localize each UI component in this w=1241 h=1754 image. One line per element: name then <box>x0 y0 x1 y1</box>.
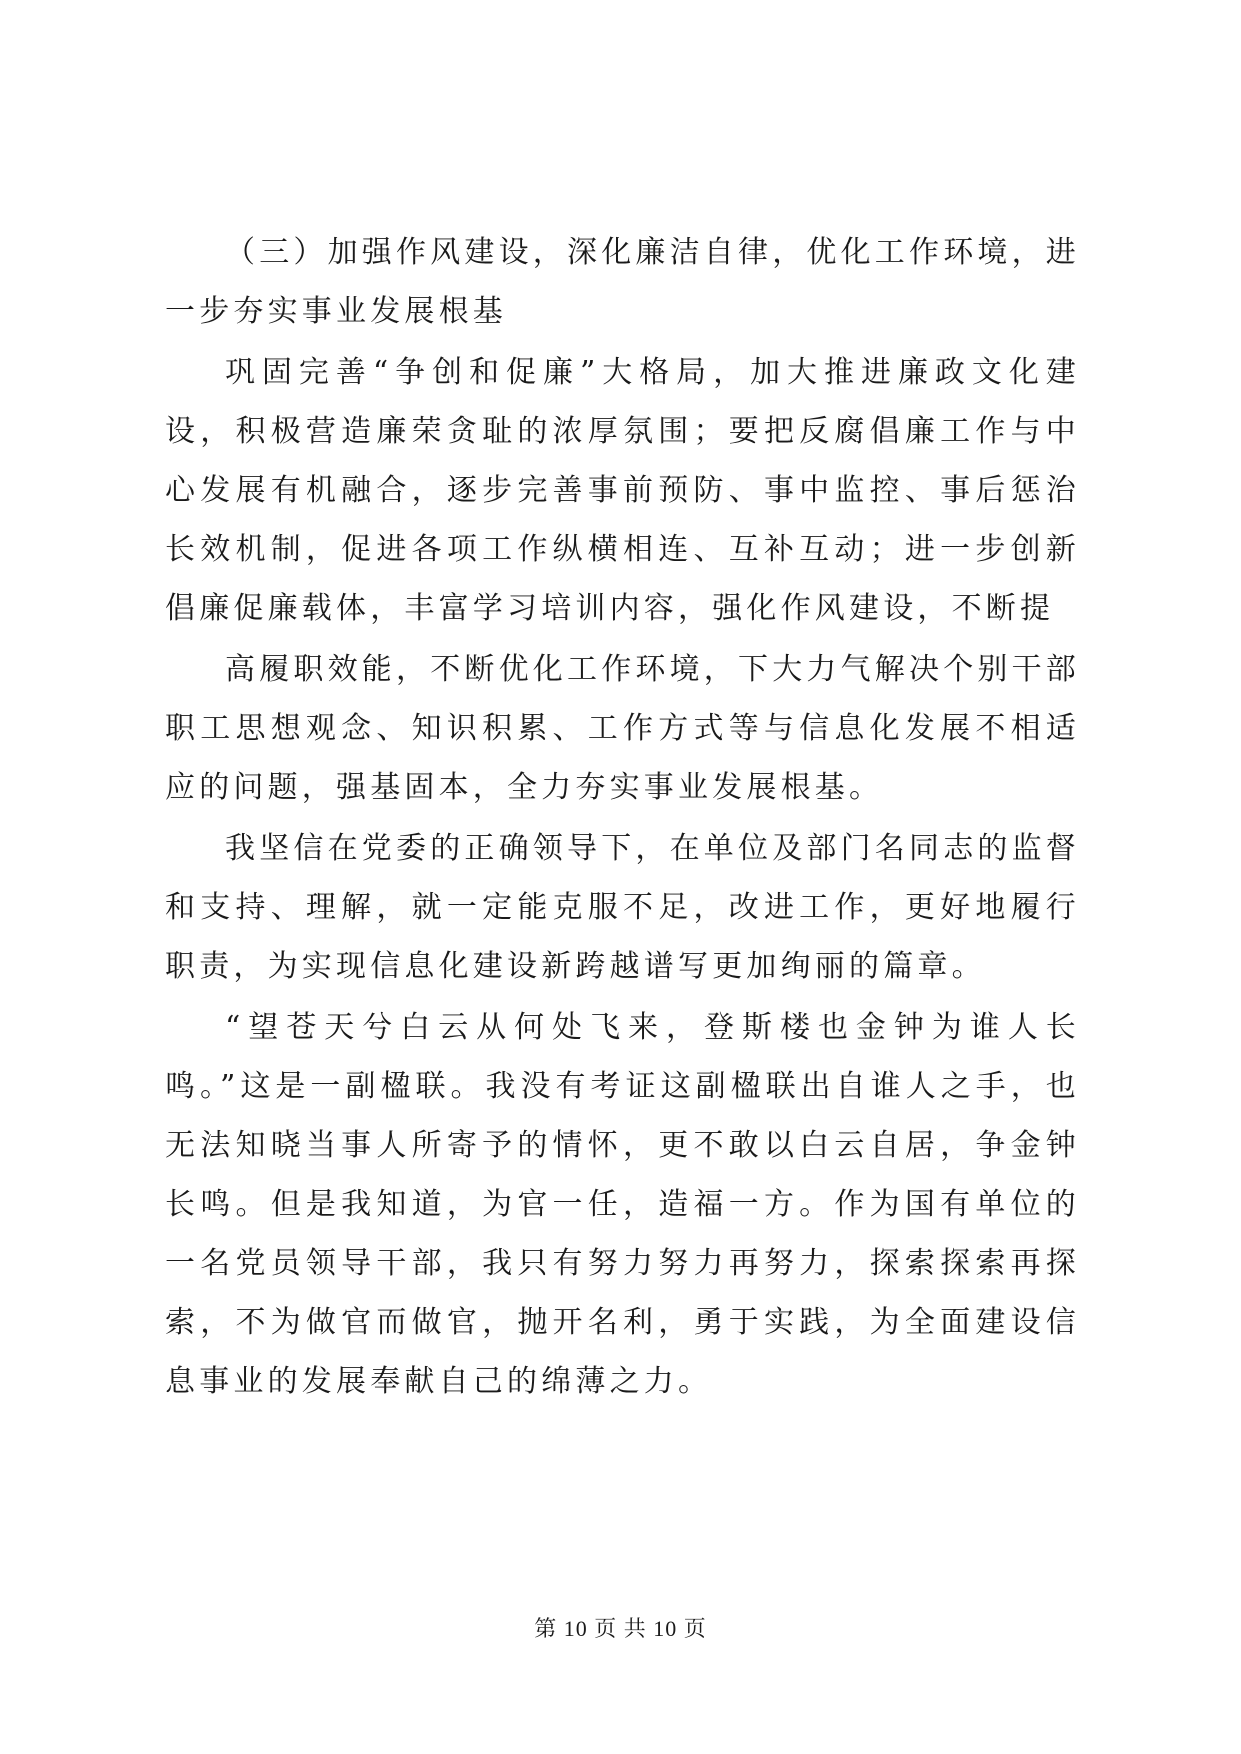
body-paragraph: 高履职效能，不断优化工作环境，下大力气解决个别干部职工思想观念、知识积累、工作方式等与信息化发展不相适应的问题，强基固本，全力夯实事业发展根基。 <box>165 652 1080 805</box>
body-paragraph: 我坚信在党委的正确领导下，在单位及部门名同志的监督和支持、理解，就一定能克服不足，改进工作，更好地履行职责，为实现信息化建设新跨越谱写更加绚丽的篇章。 <box>165 831 1080 984</box>
page-number-footer: 第 10 页 共 10 页 <box>534 1616 707 1641</box>
body-paragraph: “望苍天兮白云从何处飞来，登斯楼也金钟为谁人长鸣。”这是一副楹联。我没有考证这副楹联出自谁人之手，也无法知晓当事人所寄予的情怀，更不敢以白云自居，争金钟长鸣。但是我知道，为官一任，造福一方。作为国有单位的一名党员领导干部，我只有努力努力再努力，探索探索再探索，不为做官而做官，抛开名利，勇于实践，为全面建设信息事业的发展奉献自己的绵薄之力。 <box>165 1010 1080 1399</box>
body-paragraph: 巩固完善“争创和促廉”大格局，加大推进廉政文化建设，积极营造廉荣贪耻的浓厚氛围；要把反腐倡廉工作与中心发展有机融合，逐步完善事前预防、事中监控、事后惩治长效机制，促进各项工作纵横相连、互补互动；进一步创新倡廉促廉载体，丰富学习培训内容，强化作风建设，不断提 <box>165 355 1080 626</box>
section-heading-paragraph: （三）加强作风建设，深化廉洁自律，优化工作环境，进一步夯实事业发展根基 <box>165 235 1080 329</box>
document-body <box>165 223 1080 1413</box>
